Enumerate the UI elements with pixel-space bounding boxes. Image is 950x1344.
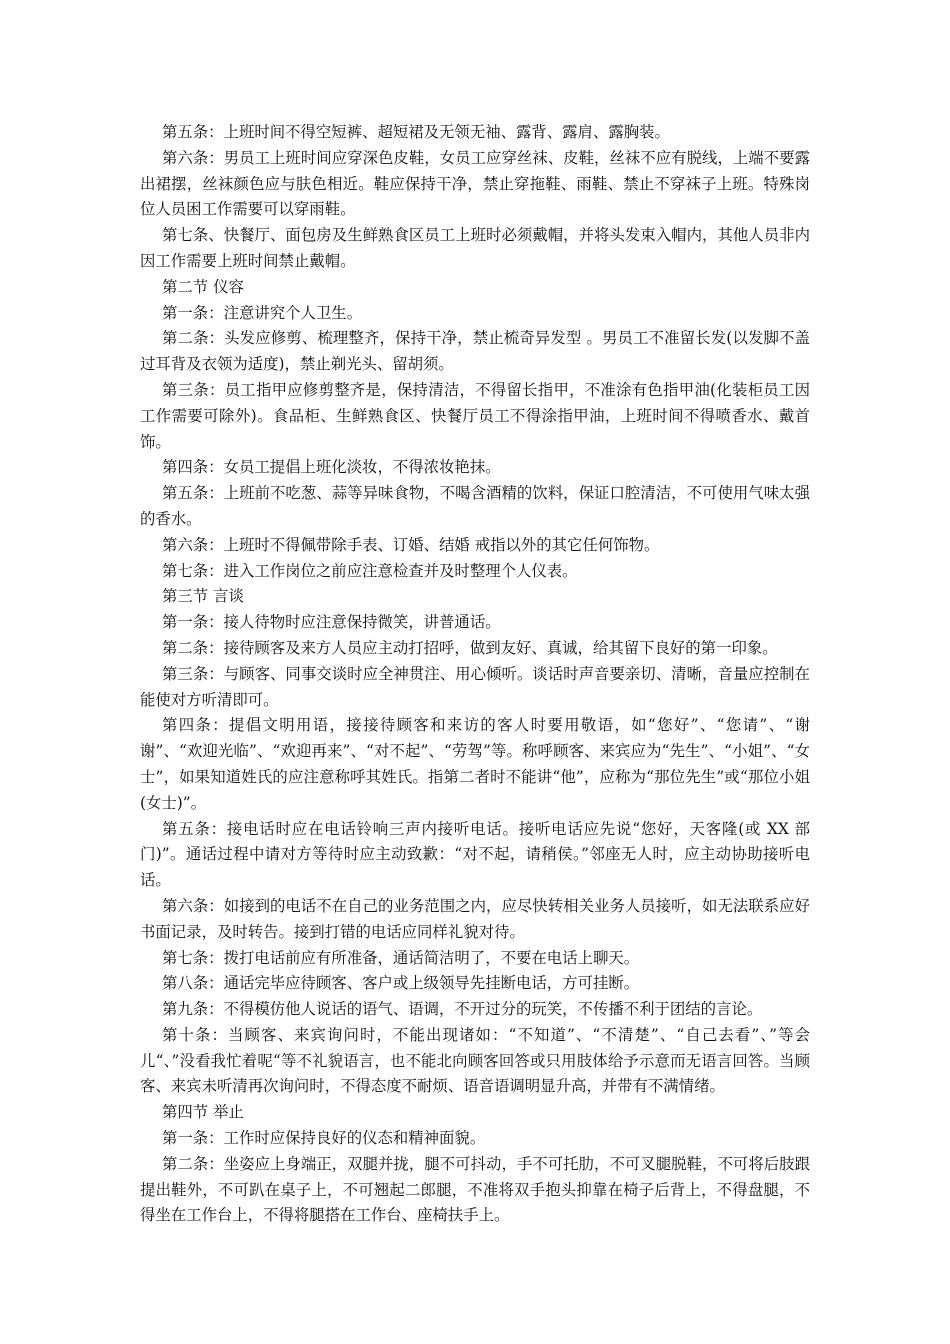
section-heading-behavior: 第四节 举止 bbox=[162, 1103, 244, 1122]
appearance-article-1: 第一条：注意讲究个人卫生。 bbox=[162, 303, 363, 322]
speech-article-4: 第四条：提倡文明用语，接接待顾客和来访的客人时要用敬语，如“您好”、“您请”、“谢谢”、“欢迎光临”、“欢迎再来”、“对不起”、“劳驾”等。称呼顾客、来宾应为“先生”、“小姐”、“女士”，如果知道姓氏的应注意称呼其姓氏。指第二者时不能讲“他”，应称为“那位先生”或“那位小姐(女士)”。 bbox=[140, 716, 810, 812]
appearance-article-3: 第三条：员工指甲应修剪整齐是，保持清洁，不得留长指甲，不准涂有色指甲油(化装柜员工因工作需要可除外)。食品柜、生鲜熟食区、快餐厅员工不得涂指甲油，上班时间不得喷香水、戴首饰。 bbox=[140, 380, 810, 451]
appearance-article-4: 第四条：女员工提倡上班化淡妆，不得浓妆艳抹。 bbox=[162, 458, 501, 477]
document-body bbox=[140, 120, 810, 1229]
speech-article-7: 第七条：拨打电话前应有所准备，通话简洁明了，不要在电话上聊天。 bbox=[162, 948, 640, 967]
speech-article-5: 第五条：接电话时应在电话铃响三声内接听电话。接听电话应先说“您好，天客隆(或 XX 部门)”。通话过程中请对方等待时应主动致歉：“对不起，请稍侯。”邻座无人时，应主动协助接听电话。 bbox=[140, 819, 810, 890]
speech-article-3: 第三条：与顾客、同事交谈时应全神贯注、用心倾听。谈话时声音要亲切、清晰，音量应控制在能使对方听清即可。 bbox=[140, 664, 810, 709]
article-7-hats: 第七条、快餐厅、面包房及生鲜熟食区员工上班时必须戴帽，并将头发束入帽内，其他人员非内因工作需要上班时间禁止戴帽。 bbox=[140, 226, 810, 270]
speech-article-8: 第八条：通话完毕应待顾客、客户或上级领导先挂断电话，方可挂断。 bbox=[162, 974, 640, 993]
speech-article-9: 第九条：不得模仿他人说话的语气、语调，不开过分的玩笑，不传播不利于团结的言论。 bbox=[162, 1000, 763, 1019]
appearance-article-2: 第二条：头发应修剪、梳理整齐，保持干净，禁止梳奇异发型 。男员工不准留长发(以发脚不盖过耳背及衣领为适度)，禁止剃光头、留胡须。 bbox=[140, 329, 810, 374]
appearance-article-7: 第七条：进入工作岗位之前应注意检查并及时整理个人仪表。 bbox=[162, 561, 578, 580]
speech-article-10: 第十条：当顾客、来宾询问时，不能出现诸如：“不知道”、“不清楚”、“自己去看”、”等会儿“、”没看我忙着呢“等不礼貌语言，也不能北向顾客回答或只用肢体给予示意而无语言回答。当顾客、来宾未听清再次询问时，不得态度不耐烦、语音语调明显升高，并带有不满情绪。 bbox=[140, 1025, 810, 1096]
section-heading-speech: 第三节 言谈 bbox=[162, 587, 244, 606]
behavior-article-1: 第一条：工作时应保持良好的仪态和精神面貌。 bbox=[162, 1129, 486, 1148]
behavior-article-2: 第二条：坐姿应上身端正，双腿并拢，腿不可抖动，手不可托肋，不可叉腿脱鞋，不可将后肢跟提出鞋外，不可趴在桌子上，不可翘起二郎腿，不准将双手抱头抑靠在椅子后背上，不得盘腿，不得坐在工作台上，不得将腿搭在工作台、座椅扶手上。 bbox=[140, 1154, 810, 1225]
article-6-shoes: 第六条：男员工上班时间应穿深色皮鞋，女员工应穿丝袜、皮鞋，丝袜不应有脱线，上端不要露出裙摆，丝袜颜色应与肤色相近。鞋应保持干净，禁止穿拖鞋、雨鞋、禁止不穿袜子上班。特殊岗位人员困工作需要可以穿雨鞋。 bbox=[140, 148, 810, 219]
appearance-article-6: 第六条：上班时不得佩带除手表、订婚、结婚 戒指以外的其它任何饰物。 bbox=[162, 535, 660, 554]
speech-article-1: 第一条：接人待物时应注意保持微笑，讲普通话。 bbox=[162, 613, 501, 632]
speech-article-6: 第六条：如接到的电话不在自己的业务范围之内，应尽快转相关业务人员接听，如无法联系应好书面记录，及时转告。接到打错的电话应同样礼貌对待。 bbox=[140, 896, 810, 941]
section-heading-appearance: 第二节 仪容 bbox=[162, 277, 244, 296]
article-5-attire: 第五条：上班时间不得空短裤、超短裙及无领无袖、露背、露肩、露胸装。 bbox=[162, 123, 670, 141]
speech-article-2: 第二条：接待顾客及来方人员应主动打招呼，做到友好、真诚，给其留下良好的第一印象。 bbox=[162, 638, 778, 657]
appearance-article-5: 第五条：上班前不吃葱、蒜等异味食物，不喝含酒精的饮料，保证口腔清洁，不可使用气味太强的香水。 bbox=[140, 484, 810, 528]
